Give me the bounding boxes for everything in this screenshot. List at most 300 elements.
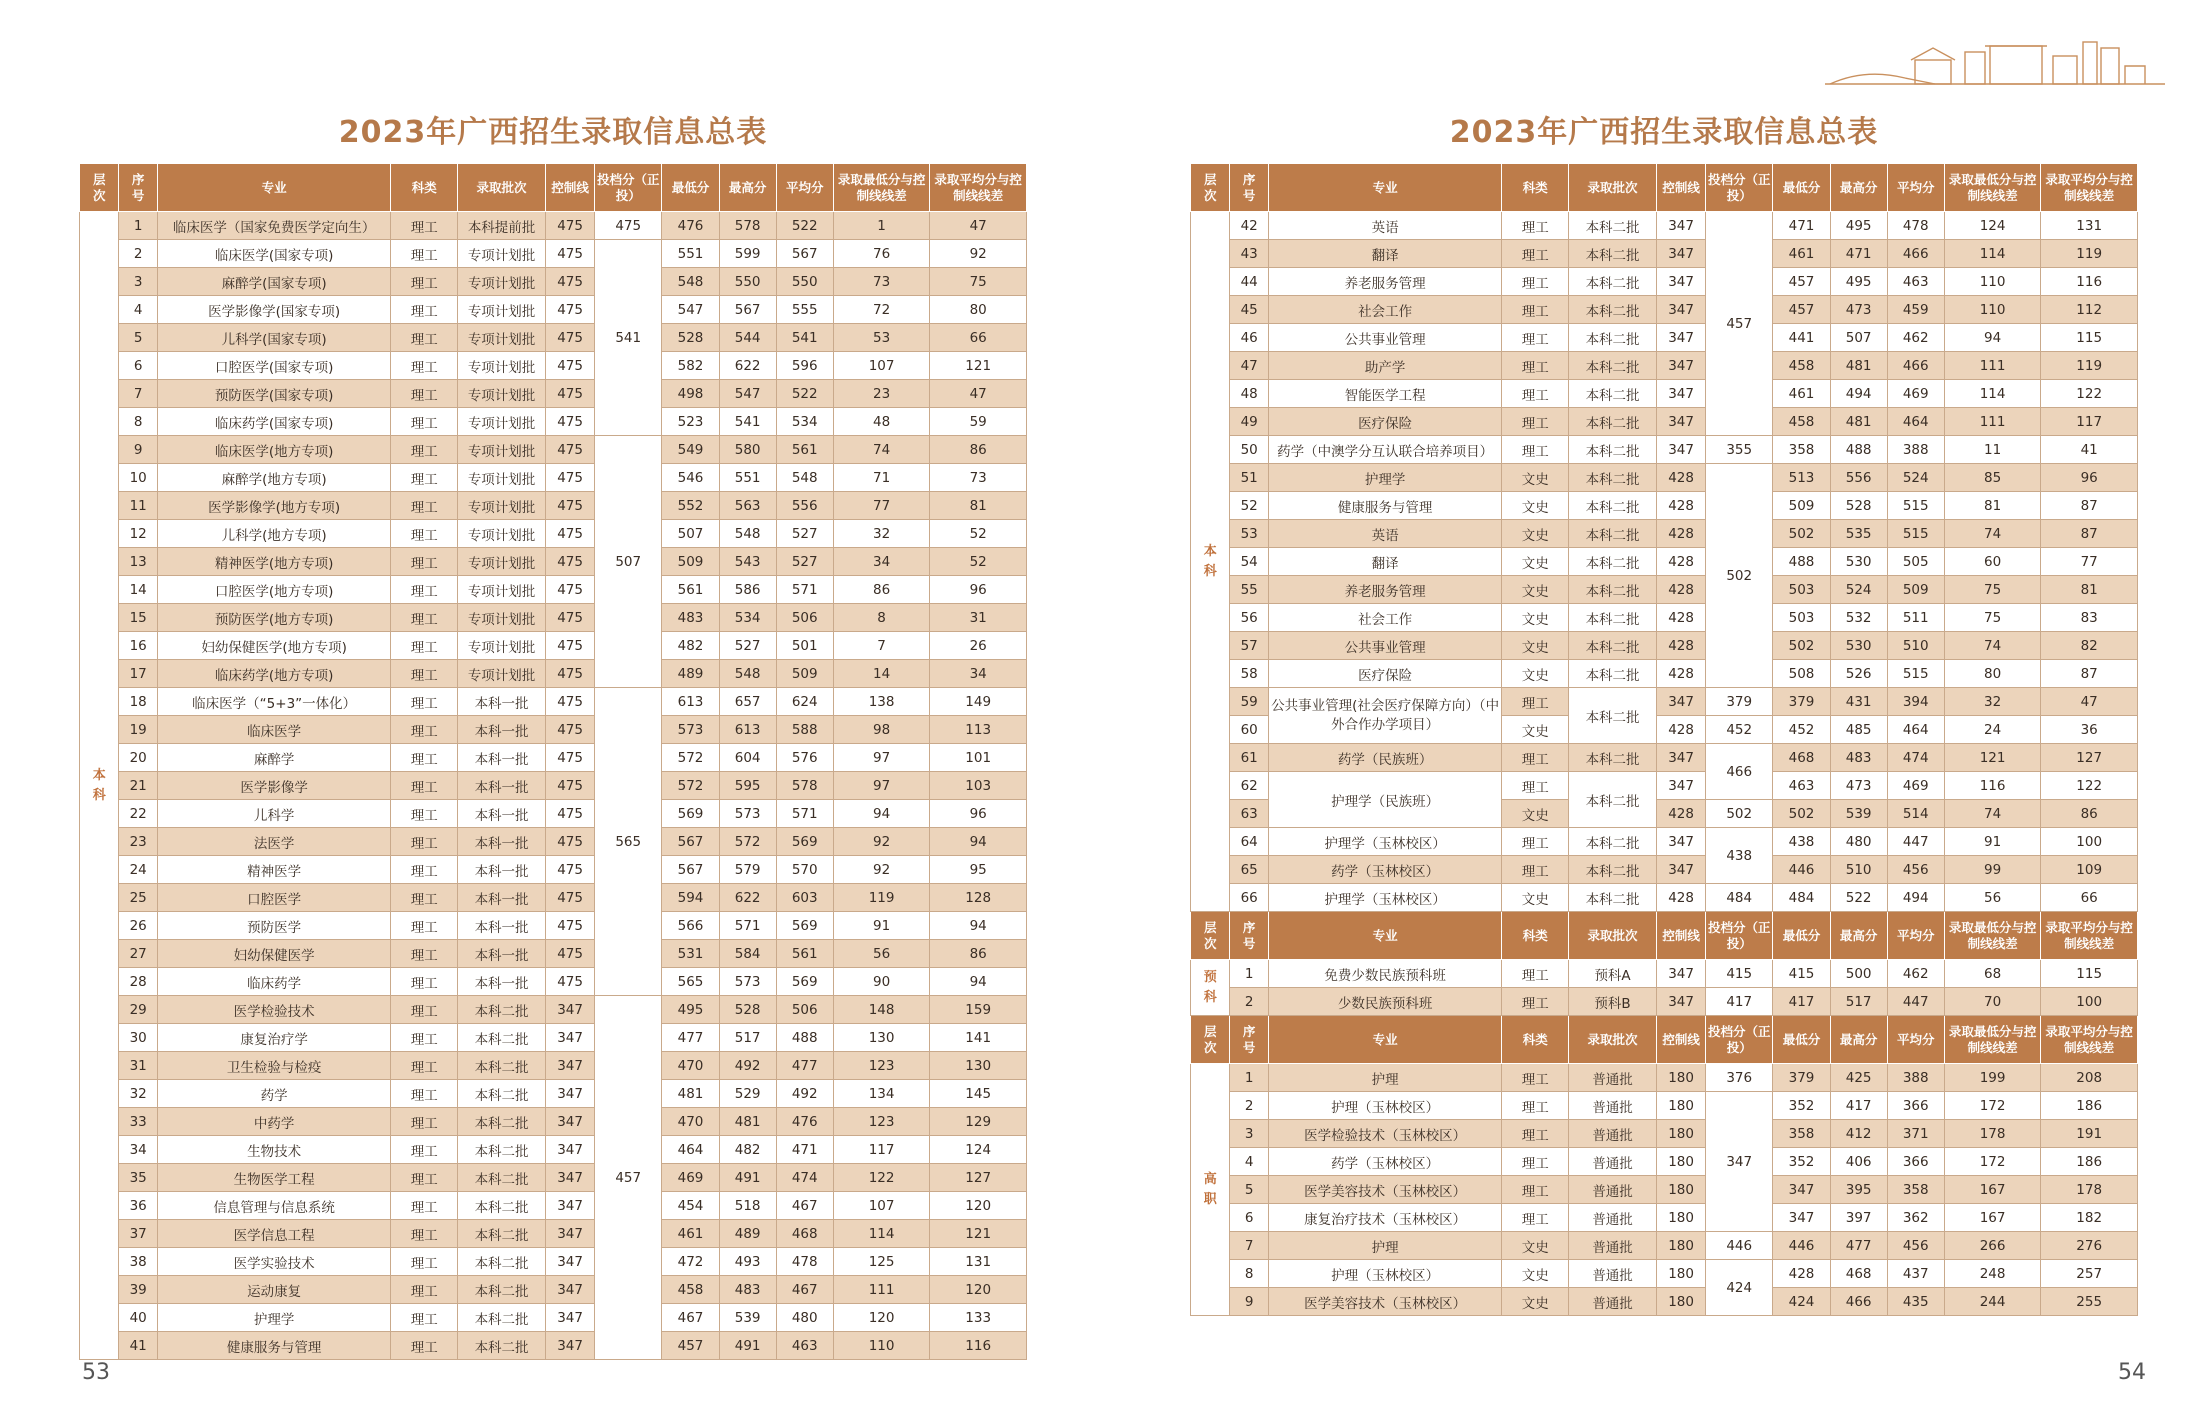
table-row	[80, 800, 1027, 828]
diff-min-cell: 91	[833, 912, 930, 940]
diff-avg-cell: 127	[2041, 744, 2138, 772]
toudang-cell: 457	[1705, 212, 1772, 436]
diff-avg-cell: 131	[2041, 212, 2138, 240]
control-cell: 347	[546, 1192, 595, 1220]
major-cell: 临床医学（“5+3”一体化）	[157, 688, 391, 716]
min-cell: 469	[662, 1164, 719, 1192]
seq-cell: 53	[1230, 520, 1268, 548]
diff-avg-cell: 80	[930, 296, 1027, 324]
diff-avg-cell: 100	[2041, 988, 2138, 1016]
table-row	[1191, 1204, 2138, 1232]
max-cell: 468	[1830, 1260, 1887, 1288]
min-cell: 572	[662, 744, 719, 772]
batch-cell: 本科二批	[1568, 856, 1656, 884]
major-cell: 麻醉学(国家专项)	[157, 268, 391, 296]
batch-cell: 本科二批	[457, 1332, 545, 1360]
seq-cell: 26	[119, 912, 157, 940]
table-row	[80, 1164, 1027, 1192]
diff-avg-cell: 182	[2041, 1204, 2138, 1232]
major-cell: 药学（玉林校区）	[1268, 1148, 1502, 1176]
subject-cell: 理工	[391, 1220, 457, 1248]
major-cell: 妇幼保健医学	[157, 940, 391, 968]
max-cell: 622	[719, 352, 776, 380]
header-control: 控制线	[1657, 912, 1706, 960]
diff-min-cell: 91	[1944, 828, 2041, 856]
control-cell: 428	[1657, 632, 1706, 660]
seq-cell: 8	[1230, 1260, 1268, 1288]
major-cell: 护理学	[1268, 464, 1502, 492]
diff-avg-cell: 36	[2041, 716, 2138, 744]
diff-avg-cell: 86	[2041, 800, 2138, 828]
batch-cell: 专项计划批	[457, 324, 545, 352]
batch-cell: 本科二批	[1568, 324, 1656, 352]
subject-cell: 理工	[1502, 380, 1568, 408]
seq-cell: 63	[1230, 800, 1268, 828]
seq-cell: 61	[1230, 744, 1268, 772]
table-row	[1191, 1148, 2138, 1176]
batch-cell: 普通批	[1568, 1176, 1656, 1204]
min-cell: 503	[1773, 604, 1830, 632]
diff-min-cell: 94	[1944, 324, 2041, 352]
diff-avg-cell: 59	[930, 408, 1027, 436]
max-cell: 572	[719, 828, 776, 856]
diff-avg-cell: 66	[930, 324, 1027, 352]
avg-cell: 510	[1887, 632, 1944, 660]
avg-cell: 541	[776, 324, 833, 352]
control-cell: 347	[1657, 688, 1706, 716]
header-subject: 科类	[1502, 1016, 1568, 1064]
diff-avg-cell: 116	[930, 1332, 1027, 1360]
header-level: 层 次	[80, 164, 119, 212]
subject-cell: 理工	[391, 828, 457, 856]
seq-cell: 40	[119, 1304, 157, 1332]
header-level: 层 次	[1191, 912, 1230, 960]
major-cell: 药学	[157, 1080, 391, 1108]
diff-avg-cell: 129	[930, 1108, 1027, 1136]
subject-cell: 理工	[391, 240, 457, 268]
control-cell: 347	[1657, 828, 1706, 856]
seq-cell: 56	[1230, 604, 1268, 632]
min-cell: 502	[1773, 632, 1830, 660]
diff-avg-cell: 208	[2041, 1064, 2138, 1092]
avg-cell: 480	[776, 1304, 833, 1332]
avg-cell: 394	[1887, 688, 1944, 716]
diff-avg-cell: 186	[2041, 1148, 2138, 1176]
control-cell: 347	[1657, 380, 1706, 408]
subject-cell: 理工	[1502, 240, 1568, 268]
subject-cell: 理工	[391, 968, 457, 996]
batch-cell: 本科一批	[457, 828, 545, 856]
subject-cell: 理工	[1502, 960, 1568, 988]
min-cell: 502	[1773, 520, 1830, 548]
table-row	[1191, 268, 2138, 296]
level-cell: 高 职	[1191, 1064, 1230, 1316]
seq-cell: 2	[1230, 1092, 1268, 1120]
control-cell: 475	[546, 520, 595, 548]
diff-min-cell: 107	[833, 1192, 930, 1220]
toudang-cell: 355	[1705, 436, 1772, 464]
subject-cell: 文史	[1502, 492, 1568, 520]
control-cell: 347	[1657, 296, 1706, 324]
min-cell: 508	[1773, 660, 1830, 688]
header-toudang: 投档分（正投）	[594, 164, 661, 212]
diff-min-cell: 14	[833, 660, 930, 688]
diff-min-cell: 178	[1944, 1120, 2041, 1148]
table-row	[80, 772, 1027, 800]
seq-cell: 19	[119, 716, 157, 744]
subject-cell: 理工	[391, 1276, 457, 1304]
header-control: 控制线	[546, 164, 595, 212]
avg-cell: 569	[776, 968, 833, 996]
table-row	[80, 464, 1027, 492]
avg-cell: 469	[1887, 772, 1944, 800]
max-cell: 522	[1830, 884, 1887, 912]
diff-min-cell: 56	[1944, 884, 2041, 912]
control-cell: 475	[546, 240, 595, 268]
max-cell: 494	[1830, 380, 1887, 408]
diff-min-cell: 117	[833, 1136, 930, 1164]
header-avg: 平均分	[1887, 912, 1944, 960]
batch-cell: 本科二批	[457, 1024, 545, 1052]
seq-cell: 2	[1230, 988, 1268, 1016]
header-max: 最高分	[719, 164, 776, 212]
subject-cell: 理工	[391, 716, 457, 744]
diff-avg-cell: 141	[930, 1024, 1027, 1052]
table-row	[80, 940, 1027, 968]
table-header-row	[1191, 1016, 2138, 1064]
max-cell: 556	[1830, 464, 1887, 492]
avg-cell: 476	[776, 1108, 833, 1136]
table-row	[1191, 856, 2138, 884]
avg-cell: 524	[1887, 464, 1944, 492]
diff-avg-cell: 94	[930, 968, 1027, 996]
seq-cell: 6	[1230, 1204, 1268, 1232]
batch-cell: 本科二批	[1568, 576, 1656, 604]
max-cell: 483	[1830, 744, 1887, 772]
max-cell: 573	[719, 968, 776, 996]
control-cell: 180	[1657, 1148, 1706, 1176]
major-cell: 临床药学	[157, 968, 391, 996]
left-page-title: 2023年广西招生录取信息总表	[338, 115, 768, 150]
diff-min-cell: 121	[1944, 744, 2041, 772]
diff-avg-cell: 81	[930, 492, 1027, 520]
max-cell: 599	[719, 240, 776, 268]
max-cell: 580	[719, 436, 776, 464]
table-row	[1191, 212, 2138, 240]
min-cell: 573	[662, 716, 719, 744]
max-cell: 481	[1830, 352, 1887, 380]
avg-cell: 505	[1887, 548, 1944, 576]
diff-min-cell: 77	[833, 492, 930, 520]
diff-min-cell: 97	[833, 744, 930, 772]
avg-cell: 527	[776, 548, 833, 576]
min-cell: 566	[662, 912, 719, 940]
major-cell: 翻译	[1268, 240, 1502, 268]
control-cell: 347	[546, 1108, 595, 1136]
subject-cell: 文史	[1502, 1288, 1568, 1316]
diff-min-cell: 71	[833, 464, 930, 492]
major-cell: 预防医学	[157, 912, 391, 940]
batch-cell: 本科二批	[1568, 296, 1656, 324]
toudang-cell: 415	[1705, 960, 1772, 988]
diff-avg-cell: 127	[930, 1164, 1027, 1192]
min-cell: 464	[662, 1136, 719, 1164]
min-cell: 457	[1773, 296, 1830, 324]
diff-avg-cell: 159	[930, 996, 1027, 1024]
avg-cell: 569	[776, 828, 833, 856]
table-row	[1191, 576, 2138, 604]
min-cell: 572	[662, 772, 719, 800]
subject-cell: 理工	[1502, 1148, 1568, 1176]
diff-avg-cell: 47	[2041, 688, 2138, 716]
table-row	[1191, 604, 2138, 632]
diff-avg-cell: 128	[930, 884, 1027, 912]
toudang-cell: 475	[594, 212, 661, 240]
avg-cell: 388	[1887, 436, 1944, 464]
control-cell: 428	[1657, 660, 1706, 688]
header-batch: 录取批次	[1568, 164, 1656, 212]
avg-cell: 624	[776, 688, 833, 716]
seq-cell: 45	[1230, 296, 1268, 324]
max-cell: 489	[719, 1220, 776, 1248]
min-cell: 458	[662, 1276, 719, 1304]
table-row	[80, 1276, 1027, 1304]
header-diff-avg: 录取平均分与控制线线差	[2041, 164, 2138, 212]
control-cell: 428	[1657, 604, 1706, 632]
min-cell: 477	[662, 1024, 719, 1052]
header-control: 控制线	[1657, 164, 1706, 212]
subject-cell: 理工	[391, 352, 457, 380]
seq-cell: 52	[1230, 492, 1268, 520]
header-toudang: 投档分（正投）	[1705, 1016, 1772, 1064]
major-cell: 公共事业管理(社会医疗保障方向）（中外合作办学项目）	[1268, 688, 1502, 744]
seq-cell: 37	[119, 1220, 157, 1248]
diff-avg-cell: 94	[930, 912, 1027, 940]
table-row	[1191, 296, 2138, 324]
diff-avg-cell: 122	[2041, 772, 2138, 800]
table-row	[1191, 408, 2138, 436]
avg-cell: 596	[776, 352, 833, 380]
min-cell: 523	[662, 408, 719, 436]
batch-cell: 专项计划批	[457, 408, 545, 436]
batch-cell: 本科二批	[1568, 408, 1656, 436]
avg-cell: 522	[776, 380, 833, 408]
control-cell: 347	[1657, 988, 1706, 1016]
control-cell: 347	[546, 1248, 595, 1276]
table-row	[1191, 492, 2138, 520]
table-row	[1191, 520, 2138, 548]
avg-cell: 435	[1887, 1288, 1944, 1316]
batch-cell: 本科二批	[1568, 688, 1656, 744]
avg-cell: 494	[1887, 884, 1944, 912]
seq-cell: 18	[119, 688, 157, 716]
seq-cell: 21	[119, 772, 157, 800]
max-cell: 571	[719, 912, 776, 940]
subject-cell: 理工	[1502, 688, 1568, 716]
subject-cell: 理工	[391, 912, 457, 940]
max-cell: 473	[1830, 296, 1887, 324]
max-cell: 622	[719, 884, 776, 912]
min-cell: 379	[1773, 688, 1830, 716]
avg-cell: 474	[1887, 744, 1944, 772]
major-cell: 儿科学(地方专项)	[157, 520, 391, 548]
header-subject: 科类	[1502, 164, 1568, 212]
diff-min-cell: 111	[1944, 352, 2041, 380]
subject-cell: 文史	[1502, 576, 1568, 604]
max-cell: 500	[1830, 960, 1887, 988]
seq-cell: 51	[1230, 464, 1268, 492]
batch-cell: 本科二批	[1568, 884, 1656, 912]
major-cell: 药学（玉林校区）	[1268, 856, 1502, 884]
diff-avg-cell: 83	[2041, 604, 2138, 632]
level-cell: 本 科	[80, 212, 119, 1360]
batch-cell: 本科二批	[1568, 828, 1656, 856]
avg-cell: 447	[1887, 828, 1944, 856]
subject-cell: 理工	[391, 660, 457, 688]
control-cell: 475	[546, 912, 595, 940]
avg-cell: 567	[776, 240, 833, 268]
control-cell: 347	[1657, 324, 1706, 352]
header-diff-min: 录取最低分与控制线线差	[833, 164, 930, 212]
diff-min-cell: 76	[833, 240, 930, 268]
major-cell: 卫生检验与检疫	[157, 1052, 391, 1080]
subject-cell: 文史	[1502, 1260, 1568, 1288]
subject-cell: 理工	[391, 1080, 457, 1108]
seq-cell: 12	[119, 520, 157, 548]
avg-cell: 603	[776, 884, 833, 912]
batch-cell: 本科二批	[1568, 380, 1656, 408]
seq-cell: 60	[1230, 716, 1268, 744]
diff-min-cell: 75	[1944, 576, 2041, 604]
min-cell: 507	[662, 520, 719, 548]
diff-min-cell: 23	[833, 380, 930, 408]
subject-cell: 理工	[1502, 1064, 1568, 1092]
seq-cell: 25	[119, 884, 157, 912]
min-cell: 454	[662, 1192, 719, 1220]
avg-cell: 437	[1887, 1260, 1944, 1288]
avg-cell: 456	[1887, 1232, 1944, 1260]
subject-cell: 文史	[1502, 1232, 1568, 1260]
batch-cell: 本科二批	[1568, 632, 1656, 660]
diff-min-cell: 90	[833, 968, 930, 996]
max-cell: 528	[719, 996, 776, 1024]
subject-cell: 理工	[391, 996, 457, 1024]
diff-avg-cell: 96	[930, 576, 1027, 604]
major-cell: 医学信息工程	[157, 1220, 391, 1248]
diff-min-cell: 32	[1944, 688, 2041, 716]
diff-avg-cell: 87	[2041, 492, 2138, 520]
control-cell: 347	[546, 1136, 595, 1164]
major-cell: 儿科学	[157, 800, 391, 828]
diff-min-cell: 92	[833, 828, 930, 856]
max-cell: 510	[1830, 856, 1887, 884]
header-diff-min: 录取最低分与控制线线差	[1944, 1016, 2041, 1064]
diff-avg-cell: 47	[930, 380, 1027, 408]
min-cell: 509	[1773, 492, 1830, 520]
avg-cell: 463	[776, 1332, 833, 1360]
table-row	[80, 1332, 1027, 1360]
diff-avg-cell: 255	[2041, 1288, 2138, 1316]
control-cell: 347	[546, 1332, 595, 1360]
major-cell: 药学（民族班）	[1268, 744, 1502, 772]
min-cell: 347	[1773, 1204, 1830, 1232]
seq-cell: 13	[119, 548, 157, 576]
batch-cell: 本科二批	[457, 1052, 545, 1080]
major-cell: 信息管理与信息系统	[157, 1192, 391, 1220]
avg-cell: 478	[776, 1248, 833, 1276]
diff-avg-cell: 145	[930, 1080, 1027, 1108]
control-cell: 347	[546, 1304, 595, 1332]
table-row	[80, 1220, 1027, 1248]
min-cell: 446	[1773, 1232, 1830, 1260]
major-cell: 护理（玉林校区）	[1268, 1260, 1502, 1288]
batch-cell: 普通批	[1568, 1260, 1656, 1288]
subject-cell: 文史	[1502, 548, 1568, 576]
control-cell: 475	[546, 772, 595, 800]
batch-cell: 本科一批	[457, 912, 545, 940]
subject-cell: 文史	[1502, 884, 1568, 912]
control-cell: 428	[1657, 492, 1706, 520]
min-cell: 528	[662, 324, 719, 352]
major-cell: 护理（玉林校区）	[1268, 1092, 1502, 1120]
max-cell: 578	[719, 212, 776, 240]
max-cell: 481	[719, 1108, 776, 1136]
major-cell: 护理学（玉林校区）	[1268, 884, 1502, 912]
diff-min-cell: 110	[833, 1332, 930, 1360]
avg-cell: 464	[1887, 716, 1944, 744]
diff-avg-cell: 191	[2041, 1120, 2138, 1148]
header-batch: 录取批次	[1568, 1016, 1656, 1064]
toudang-cell: 446	[1705, 1232, 1772, 1260]
batch-cell: 专项计划批	[457, 520, 545, 548]
major-cell: 养老服务管理	[1268, 268, 1502, 296]
table-row	[80, 436, 1027, 464]
batch-cell: 专项计划批	[457, 632, 545, 660]
subject-cell: 理工	[1502, 1092, 1568, 1120]
seq-cell: 47	[1230, 352, 1268, 380]
batch-cell: 本科一批	[457, 800, 545, 828]
seq-cell: 41	[119, 1332, 157, 1360]
control-cell: 347	[546, 1052, 595, 1080]
seq-cell: 24	[119, 856, 157, 884]
max-cell: 548	[719, 520, 776, 548]
header-max: 最高分	[1830, 912, 1887, 960]
campus-skyline-decoration	[1825, 38, 2165, 86]
diff-avg-cell: 121	[930, 1220, 1027, 1248]
control-cell: 347	[1657, 268, 1706, 296]
min-cell: 484	[1773, 884, 1830, 912]
toudang-cell: 376	[1705, 1064, 1772, 1092]
diff-avg-cell: 119	[2041, 240, 2138, 268]
batch-cell: 本科一批	[457, 744, 545, 772]
min-cell: 467	[662, 1304, 719, 1332]
subject-cell: 理工	[391, 1052, 457, 1080]
control-cell: 347	[546, 996, 595, 1024]
min-cell: 457	[662, 1332, 719, 1360]
major-cell: 社会工作	[1268, 296, 1502, 324]
subject-cell: 理工	[391, 1192, 457, 1220]
max-cell: 412	[1830, 1120, 1887, 1148]
min-cell: 458	[1773, 352, 1830, 380]
diff-min-cell: 172	[1944, 1148, 2041, 1176]
batch-cell: 普通批	[1568, 1120, 1656, 1148]
batch-cell: 本科二批	[457, 1276, 545, 1304]
diff-min-cell: 111	[1944, 408, 2041, 436]
avg-cell: 466	[1887, 240, 1944, 268]
max-cell: 579	[719, 856, 776, 884]
batch-cell: 预科B	[1568, 988, 1656, 1016]
major-cell: 公共事业管理	[1268, 632, 1502, 660]
